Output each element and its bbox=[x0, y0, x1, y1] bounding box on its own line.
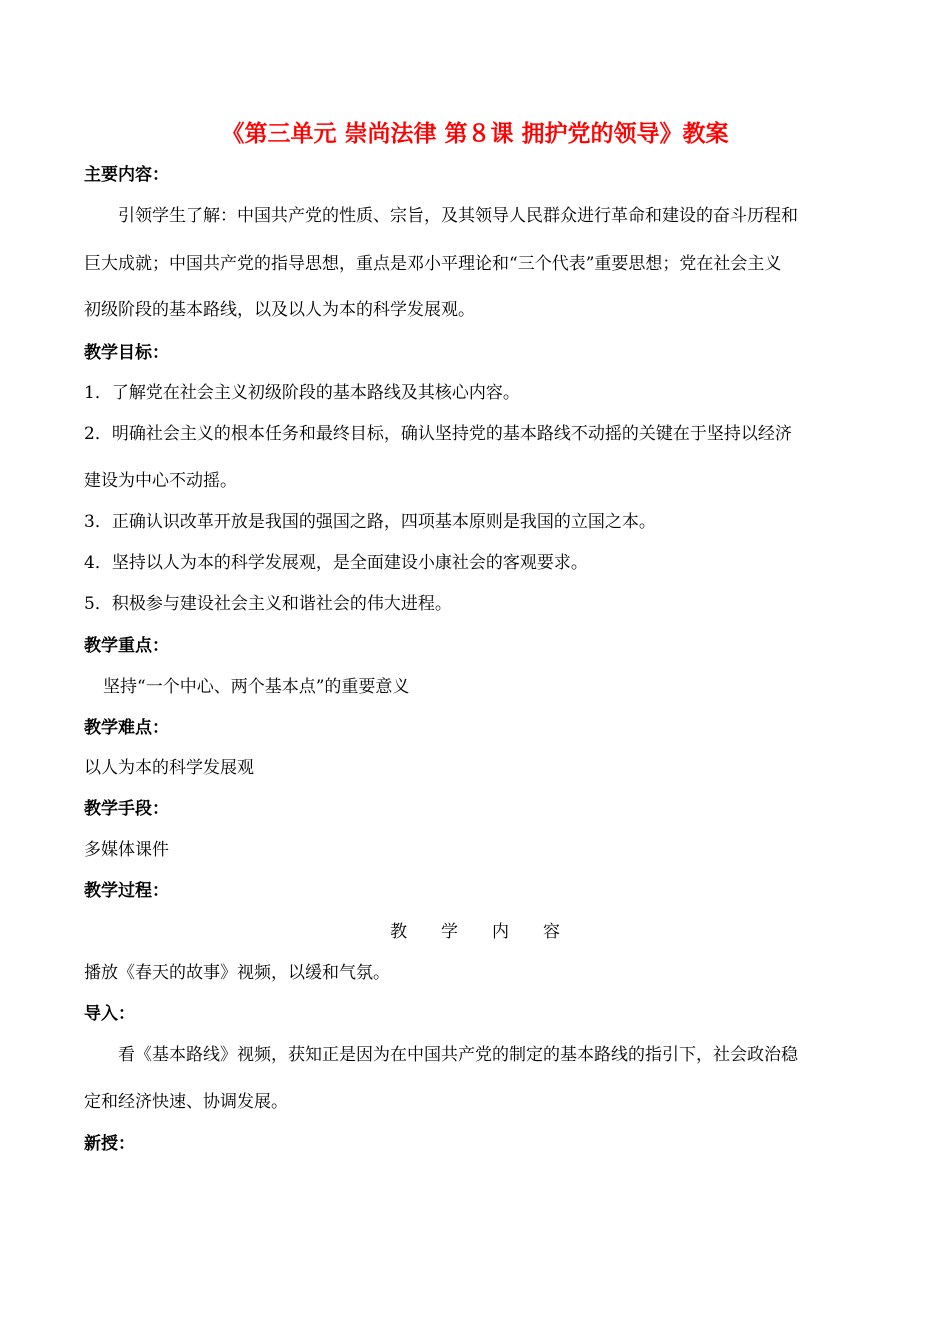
means-text: 多媒体课件 bbox=[84, 840, 169, 860]
process-text: 播放《春天的故事》视频，以缓和气氛。 bbox=[84, 963, 390, 983]
process-content-label: 教学内容 bbox=[390, 922, 594, 942]
heading-process: 教学过程： bbox=[84, 881, 169, 901]
objective-2-cont: 建设为中心不动摇。 bbox=[84, 471, 237, 491]
difficulty-text: 以人为本的科学发展观 bbox=[84, 758, 254, 778]
heading-new-lesson: 新授： bbox=[84, 1134, 135, 1154]
heading-difficulty: 教学难点： bbox=[84, 718, 169, 738]
document-title: 《第三单元 崇尚法律 第８课 拥护党的领导》教案 bbox=[221, 120, 729, 147]
heading-intro: 导入： bbox=[84, 1004, 135, 1024]
objective-5: 5．积极参与建设社会主义和谐社会的伟大进程。 bbox=[84, 594, 452, 614]
intro-line-1: 看《基本路线》视频，获知正是因为在中国共产党的制定的基本路线的指引下，社会政治稳 bbox=[118, 1045, 798, 1065]
heading-main-content: 主要内容： bbox=[84, 165, 169, 185]
objective-1: 1．了解党在社会主义初级阶段的基本路线及其核心内容。 bbox=[84, 383, 520, 403]
objective-3: 3．正确认识改革开放是我国的强国之路，四项基本原则是我国的立国之本。 bbox=[84, 512, 656, 532]
intro-line-2: 定和经济快速、协调发展。 bbox=[84, 1092, 288, 1112]
objective-2: 2．明确社会主义的根本任务和最终目标，确认坚持党的基本路线不动摇的关键在于坚持以经济 bbox=[84, 424, 792, 444]
objective-4: 4．坚持以人为本的科学发展观，是全面建设小康社会的客观要求。 bbox=[84, 553, 588, 573]
main-content-line-1: 引领学生了解：中国共产党的性质、宗旨，及其领导人民群众进行革命和建设的奋斗历程和 bbox=[118, 206, 798, 226]
heading-objectives: 教学目标： bbox=[84, 343, 169, 363]
main-content-line-2: 巨大成就；中国共产党的指导思想，重点是邓小平理论和“三个代表”重要思想；党在社会主义 bbox=[84, 254, 782, 274]
main-content-line-3: 初级阶段的基本路线，以及以人为本的科学发展观。 bbox=[84, 300, 475, 320]
heading-means: 教学手段： bbox=[84, 799, 169, 819]
heading-key-point: 教学重点： bbox=[84, 636, 169, 656]
key-point-text: 坚持“一个中心、两个基本点”的重要意义 bbox=[103, 677, 410, 697]
